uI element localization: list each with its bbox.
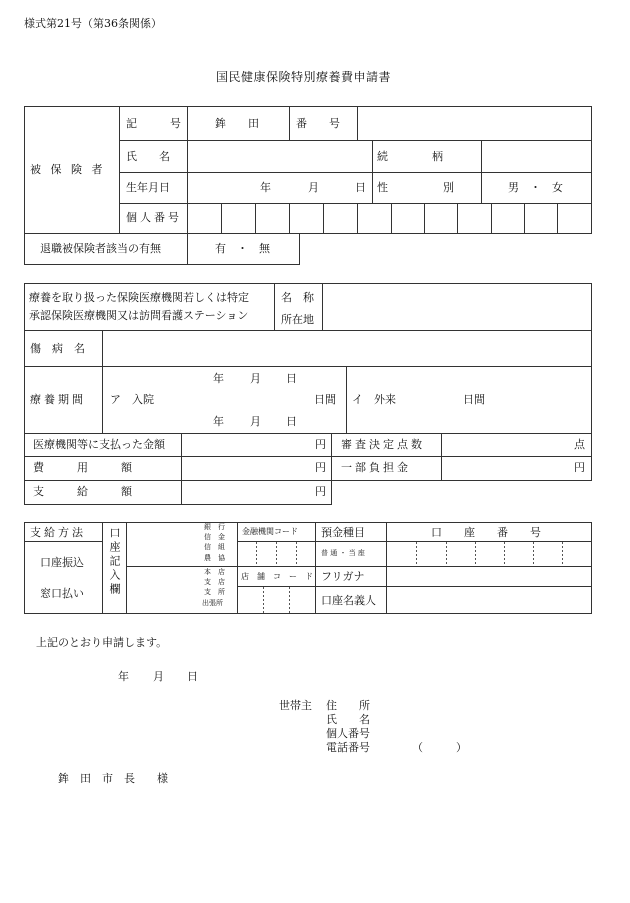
facility-address-label: 所在地 [281, 313, 314, 326]
sex-options[interactable]: 男 ・ 女 [508, 181, 563, 194]
name-label: 氏 名 [126, 150, 170, 163]
household-head-label: 世帯主 [279, 699, 312, 712]
symbol-value: 鉾 田 [215, 117, 259, 130]
applicant-phone-label: 電話番号 [326, 741, 370, 754]
number-label: 番 号 [296, 117, 340, 130]
declaration: 上記のとおり申請します。 [36, 636, 168, 649]
points-unit: 点 [574, 438, 585, 451]
symbol-label: 記 号 [126, 117, 181, 130]
retired-options[interactable]: 有 ・ 無 [215, 242, 270, 255]
birth-year: 年 [260, 181, 271, 194]
inst-type-shinkumi: 信 組 [204, 543, 225, 551]
method-window[interactable]: 窓口払い [40, 587, 84, 600]
paid-amount-label: 医療機関等に支払った金額 [33, 438, 165, 451]
addressee: 鉾 田 市 長 様 [58, 772, 168, 785]
branch-type-branch: 支 店 [204, 578, 225, 586]
personal-no-label: 個人番号 [126, 211, 182, 224]
retired-label: 退職被保険者該当の有無 [40, 242, 161, 255]
period-outpatient-days: 日間 [463, 393, 485, 406]
payment-label: 支 給 額 [33, 485, 132, 498]
facility-line2: 承認保険医療機関又は訪問看護ステーション [29, 309, 249, 322]
branch-type-head: 本 店 [204, 568, 225, 576]
sex-label: 性 別 [377, 181, 454, 194]
self-pay-yen: 円 [574, 461, 585, 474]
account-entry-label: 口座記入欄 [108, 527, 121, 597]
form-title: 国民健康保険特別療養費申請書 [216, 70, 392, 84]
branch-type-office: 支 所 [204, 588, 225, 596]
applicant-address-label: 住 所 [326, 699, 370, 712]
birth-label: 生年月日 [126, 181, 170, 194]
birth-month: 月 [308, 181, 319, 194]
date-month: 月 [153, 670, 164, 683]
inst-code-label: 金融機関コード [242, 527, 298, 536]
inst-type-nokyo: 農 協 [204, 554, 225, 562]
period-label: 療養期間 [30, 393, 86, 406]
cost-label: 費 用 額 [33, 461, 132, 474]
account-holder-label: 口座名義人 [321, 594, 376, 607]
inst-type-bank: 銀 行 [204, 523, 225, 531]
self-pay-label: 一部負担金 [341, 461, 411, 474]
applicant-personal-no-label: 個人番号 [326, 727, 370, 740]
birth-day: 日 [355, 181, 366, 194]
review-points-label: 審査決定点数 [341, 438, 425, 451]
method-transfer[interactable]: 口座振込 [40, 556, 84, 569]
relation-label: 続 柄 [377, 150, 443, 163]
date-day: 日 [187, 670, 198, 683]
period-start-month: 月 [250, 372, 261, 385]
branch-type-agency: 出張所 [202, 599, 223, 607]
insured-section-label: 被 保 険 者 [30, 163, 106, 176]
applicant-name-label: 氏 名 [326, 713, 370, 726]
cost-yen: 円 [315, 461, 326, 474]
deposit-type-options[interactable]: 普 通 ・ 当 座 [321, 549, 365, 557]
form-number: 様式第21号（第36条関係） [24, 17, 162, 30]
disease-label: 傷 病 名 [30, 342, 85, 355]
period-start-day: 日 [286, 372, 297, 385]
period-end-month: 月 [250, 415, 261, 428]
paid-yen: 円 [315, 438, 326, 451]
facility-name-label: 名 称 [281, 291, 314, 304]
facility-line1: 療養を取り扱った保険医療機関若しくは特定 [29, 291, 249, 304]
account-number-label: 口 座 番 号 [431, 526, 541, 539]
branch-code-label: 店 舗 コ ー ド [241, 572, 313, 581]
inst-type-shinkin: 信 金 [204, 533, 225, 541]
payment-yen: 円 [315, 485, 326, 498]
period-end-day: 日 [286, 415, 297, 428]
furigana-label: フリガナ [321, 570, 365, 583]
period-inpatient: ア 入院 [110, 393, 154, 406]
period-end-year: 年 [213, 415, 224, 428]
date-year: 年 [118, 670, 129, 683]
phone-parens: （ ） [412, 741, 467, 754]
period-outpatient: イ 外来 [352, 393, 396, 406]
period-start-year: 年 [213, 372, 224, 385]
deposit-type-label: 預金種目 [321, 526, 365, 539]
period-inpatient-days: 日間 [314, 393, 336, 406]
payment-method-label: 支給方法 [30, 526, 86, 539]
